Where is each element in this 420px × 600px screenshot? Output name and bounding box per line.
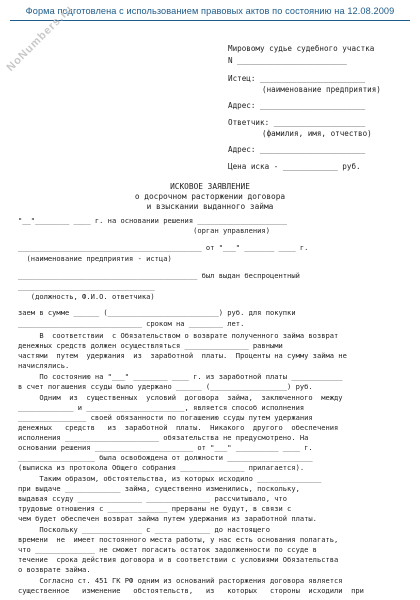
claim-value-line: Цена иска - ____________ руб.: [228, 162, 361, 171]
body-line: денежных средств должен осуществляться _______________ равными: [18, 341, 283, 350]
body-line: выдавая ссуду _______________ _______________ рассчитывало, что: [18, 494, 288, 503]
document-title: ИСКОВОЕ ЗАЯВЛЕНИЕ: [170, 182, 250, 191]
body-line: при выдаче _____________ займа, существенно изменились, поскольку,: [18, 484, 300, 493]
body-line: частями путем удержания из заработной платы. Проценты на сумму займа не: [18, 351, 347, 360]
plaintiff-hint: (наименование предприятия): [262, 85, 381, 94]
plaintiff-line: Истец: _______________________: [228, 74, 366, 83]
body-line: _____________________________ сроком на ________ лет.: [18, 319, 245, 328]
body-line: __________________________________________ был выдан беспроцентный: [18, 271, 300, 280]
body-line: денежных средств из заработной платы. Никакого другого обеспечения: [18, 423, 339, 432]
body-line: что ______________ не сможет погасить остаток задолженности по ссуде в: [18, 545, 317, 554]
body-line: начислялись.: [18, 361, 70, 370]
body-line: __________________ была освобождена от должности ____________________: [18, 453, 313, 462]
body-line: (выписка из протокола Общего собрания _______________ прилагается).: [18, 463, 305, 472]
body-line: ________________________________: [18, 282, 155, 291]
body-line: (орган управления): [18, 226, 270, 235]
body-line: (должность, Ф.И.О. ответчика): [18, 292, 155, 301]
plaintiff-address-line: Адрес: _______________________: [228, 101, 366, 110]
body-line: заем в сумме ______ (__________________________) руб. для покупки: [18, 308, 296, 317]
body-line: исполнения ______________________ обязательства не предусмотрено. На: [18, 433, 309, 442]
body-line: течение срока действия договора и в соответствии с условиями Обязательства: [18, 555, 339, 564]
body-line: ___________________________________________ от "___" _______ ____ г.: [18, 243, 309, 252]
document-subtitle-2: и взыскании выданного займа: [146, 202, 274, 211]
body-line: "__"________ ____ г. на основании решения _____________________: [18, 216, 288, 225]
body-line: В соответствии с Обязательством о возврате полученного займа возврат: [18, 331, 339, 340]
body-line: (наименование предприятия - истца): [18, 254, 172, 263]
body-line: чем будет обеспечен возврат займа путем удержания из заработной платы.: [18, 514, 317, 523]
body-line: времени не имеет постоянного места работы, у нас есть основания полагать,: [18, 535, 339, 544]
body-line: _____________ и _______________________, является способ исполнения: [18, 403, 305, 412]
court-number-line: N ________________________: [228, 56, 347, 65]
body-line: ________________ своей обязанности по погашению ссуды путем удержания: [18, 413, 313, 422]
defendant-address-line: Адрес: _______________________: [228, 145, 366, 154]
body-line: существенное изменение обстоятельств, из которых стороны исходили при: [18, 586, 364, 595]
body-line: в счет погашения ссуды было удержано ______ (__________________) руб.: [18, 382, 313, 391]
defendant-line: Ответчик: ____________________: [228, 118, 366, 127]
body-line: основании решения _______________________ от "___" __________ ____ г.: [18, 443, 313, 452]
body-line: Таким образом, обстоятельства, из которых исходило _______________: [18, 474, 322, 483]
body-line: По состоянию на "___" ________ ____ г. из заработной платы ____________: [18, 372, 343, 381]
document-subtitle-1: о досрочном расторжении договора: [134, 192, 286, 201]
header-notice: Форма подготовлена с использованием правовых актов по состоянию на 12.08.2009: [25, 6, 395, 16]
body-line: Поскольку ______________ с _____________ до настоящего: [18, 525, 270, 534]
court-line: Мировому судье судебного участка: [228, 44, 375, 53]
body-line: Согласно ст. 451 ГК РФ одним из оснований расторжения договора является: [18, 576, 343, 585]
body-line: Одним из существенных условий договора займа, заключенного между: [18, 393, 343, 402]
defendant-hint: (фамилия, имя, отчество): [262, 129, 372, 138]
body-line: трудовые отношения с ______________ прерваны не будут, в связи с: [18, 504, 292, 513]
body-line: о возврате займа.: [18, 565, 91, 574]
watermark: NoNumbers.ru: [4, 2, 76, 74]
